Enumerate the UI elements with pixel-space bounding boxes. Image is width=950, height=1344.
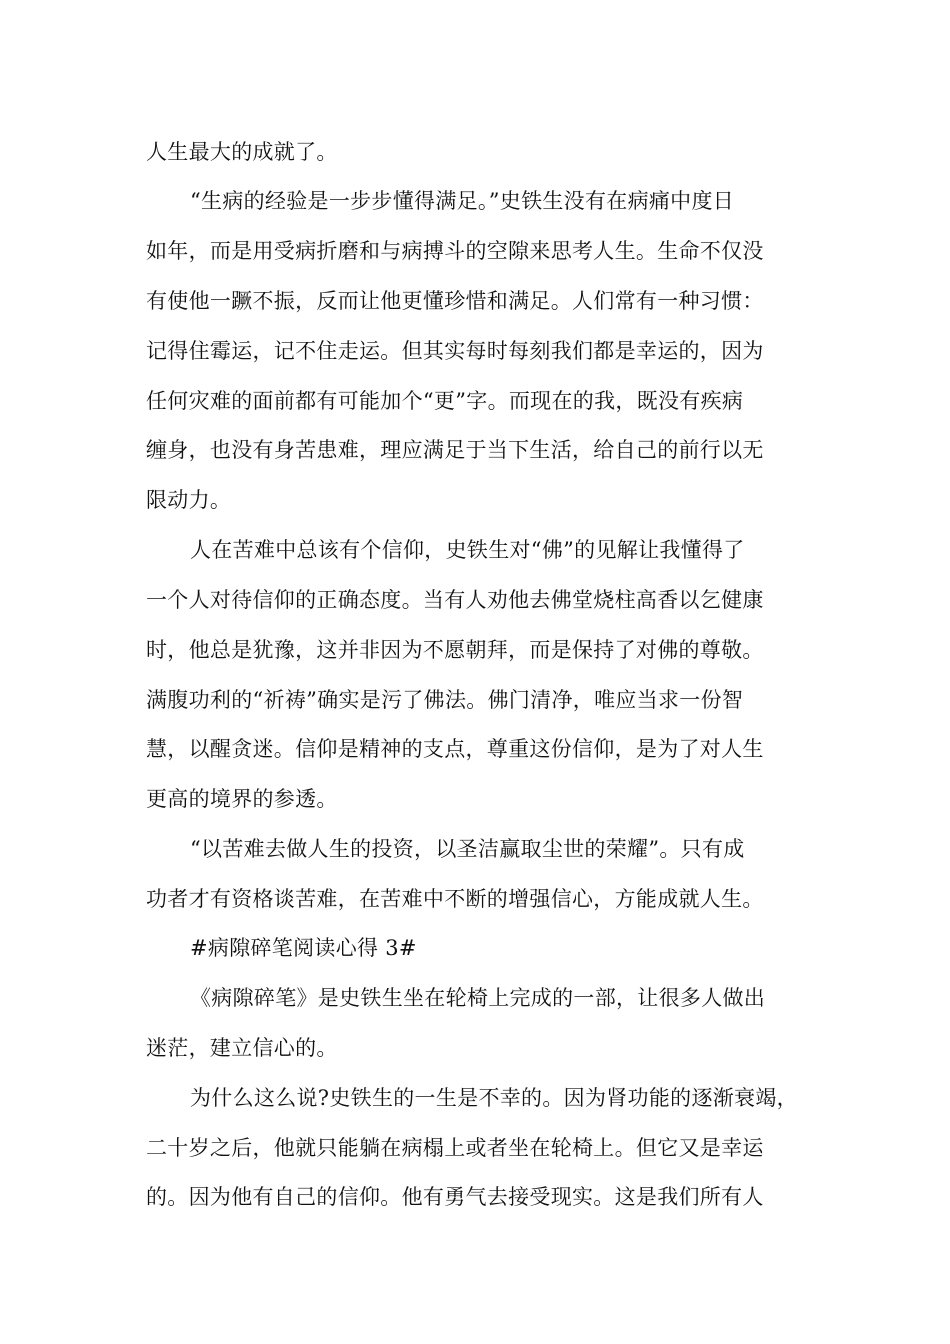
text-line: 缠身，也没有身苦患难，理应满足于当下生活，给自己的前行以无 [146,438,764,462]
text-line: “生病的经验是一步步懂得满足。”史铁生没有在病痛中度日 [190,189,735,213]
text-line: 为什么这么说?史铁生的一生是不幸的。因为肾功能的逐渐衰竭， [190,1086,798,1110]
text-line: 更高的境界的参透。 [146,787,338,811]
text-line: 功者才有资格谈苦难，在苦难中不断的增强信心，方能成就人生。 [146,887,764,911]
text-line: 的。因为他有自己的信仰。他有勇气去接受现实。这是我们所有人 [146,1185,764,1209]
text-line: 二十岁之后，他就只能躺在病榻上或者坐在轮椅上。但它又是幸运 [146,1136,764,1160]
text-line: 慧，以醒贪迷。信仰是精神的支点，尊重这份信仰，是为了对人生 [146,737,764,761]
text-line: 记得住霉运，记不住走运。但其实每时每刻我们都是幸运的，因为 [146,339,764,363]
text-line: 时，他总是犹豫，这并非因为不愿朝拜，而是保持了对佛的尊敬。 [146,638,764,662]
text-line: 限动力。 [146,488,232,512]
text-line: 满腹功利的“祈祷”确实是污了佛法。佛门清净，唯应当求一份智 [146,688,744,712]
text-line: 迷茫，建立信心的。 [146,1036,338,1060]
text-line: 《病隙碎笔》是史铁生坐在轮椅上完成的一部，让很多人做出 [190,986,766,1010]
text-line: 任何灾难的面前都有可能加个“更”字。而现在的我，既没有疾病 [146,389,744,413]
text-line: 有使他一蹶不振，反而让他更懂珍惜和满足。人们常有一种习惯： [146,289,764,313]
section-heading: #病隙碎笔阅读心得 3# [190,936,417,960]
text-line: 人生最大的成就了。 [146,140,338,164]
text-line: 一个人对待信仰的正确态度。当有人劝他去佛堂烧柱高香以乞健康 [146,588,764,612]
text-line: 如年，而是用受病折磨和与病搏斗的空隙来思考人生。生命不仅没 [146,239,764,263]
text-line: 人在苦难中总该有个信仰，史铁生对“佛”的见解让我懂得了 [190,538,745,562]
text-line: “以苦难去做人生的投资，以圣洁赢取尘世的荣耀”。只有成 [190,837,745,861]
